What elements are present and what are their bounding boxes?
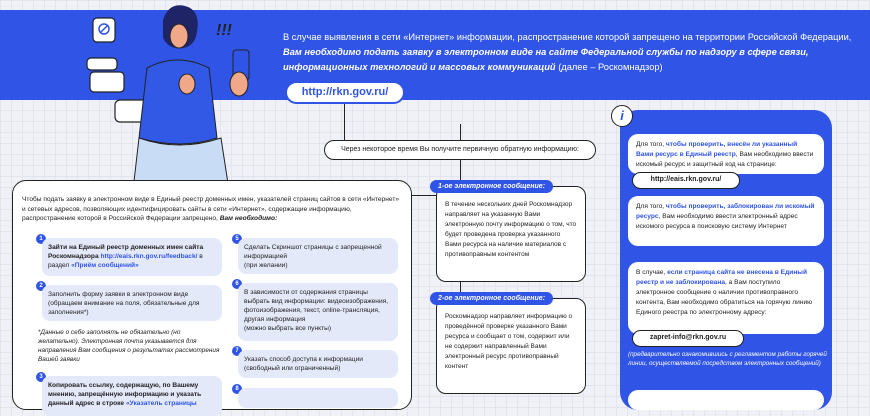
second-message-label: 2-ое электронное сообщение: bbox=[430, 292, 553, 305]
info-icon: i bbox=[611, 105, 633, 127]
hotline-email-link[interactable]: zapret-info@rkn.gov.ru bbox=[632, 330, 744, 347]
step-7: Указать способ доступа к информации (свободный или ограниченный) bbox=[238, 350, 398, 378]
connector-line bbox=[344, 104, 345, 140]
exclamation-marks: !!! bbox=[216, 22, 232, 39]
receive-messages-link[interactable]: «Приём сообщений» bbox=[71, 262, 139, 269]
connector-line bbox=[460, 160, 461, 182]
step-6: В зависимости от содержания страницы выбрать вид информации: видеоизображения, фотоизображения, текст, online-трансляция, другая информация (можно выбрать все пункты) bbox=[238, 283, 398, 341]
step-number: 2 bbox=[36, 281, 46, 291]
step-3: Копировать ссылку, содержащую, по Вашему мнению, запрещённую информацию и указать данный адрес в строке «Указатель страницы bbox=[42, 376, 222, 416]
step-number: 8 bbox=[232, 384, 242, 394]
step-number: 3 bbox=[36, 372, 46, 382]
second-message-card: Роскомнадзор направляет информацию о проведённой проверке указанного Вами ресурса и сообщает о том, содержит или не содержит направленный Вами электронный ресурс противоправный контент bbox=[436, 298, 586, 394]
banner-line-2: Вам необходимо подать заявку в электронном виде на сайте Федеральной службы по надзору в сфере связи, bbox=[283, 47, 809, 57]
hotline-footnote: (предварительно ознакомившись с регламентом работы горячей линии, осуществляемой посредством электронных сообщений) bbox=[628, 351, 827, 367]
first-message-label: 1-ое электронное сообщение: bbox=[430, 180, 553, 193]
personal-data-note: *Данные о себе заполнять не обязательно (но желательно). Электронная почта указывается для направления Вам сообщения о результатах рассмотрения Вашей заявки bbox=[38, 329, 220, 363]
first-message-card: В течение нескольких дней Роскомнадзор направляет на указанную Вами электронную почту информацию о том, что будет проведена проверка указанного Вами ресурса на наличие материалов с противоправным контентом bbox=[436, 186, 586, 282]
eais-url-link[interactable]: http://eais.rkn.gov.ru/ bbox=[632, 172, 740, 189]
step-number: 7 bbox=[232, 346, 242, 356]
banner-text bbox=[283, 30, 855, 75]
feedback-note: Через некоторое время Вы получите первичную обратную информацию: bbox=[324, 140, 596, 160]
step-number: 6 bbox=[232, 279, 242, 289]
step-1: Зайти на Единый реестр доменных имен сайта Роскомнадзора http://eais.rkn.gov.ru/feedback/ в раздел «Приём сообщений» bbox=[42, 238, 222, 276]
step-8 bbox=[238, 388, 398, 408]
banner-line-1: В случае выявления в сети «Интернет» информации, распространение которой запрещено на территории Российской Федерации, bbox=[283, 32, 852, 42]
rkn-url-link[interactable]: http://rkn.gov.ru/ bbox=[285, 81, 405, 104]
step-number: 5 bbox=[232, 234, 242, 244]
woman-illustration bbox=[75, 0, 275, 190]
step-2: Заполнить форму заявки в электронном виде (обращаем внимание на поля, обязательные для заполнения*) bbox=[42, 285, 222, 321]
eais-feedback-link[interactable]: http://eais.rkn.gov.ru/feedback/ bbox=[100, 253, 198, 260]
banner-line-3: информационных технологий и массовых коммуникаций (далее – Роскомнадзор) bbox=[283, 62, 663, 72]
step-number: 1 bbox=[36, 234, 46, 244]
step-5: Сделать Скриншот страницы с запрещенной информацией (при желании) bbox=[238, 238, 398, 274]
check-blocked-box: Для того, чтобы проверить, заблокирован ли искомый ресурс, Вам необходимо ввести электронный адрес искомого ресурса в поисковую систему Интернет bbox=[628, 196, 824, 246]
connector-line bbox=[460, 124, 461, 140]
check-registry-box: Для того, чтобы проверить, внесён ли указанный Вами ресурс в Единый реестр, Вам необходимо ввести искомый ресурс и защитный код на странице: bbox=[628, 134, 824, 174]
info-box-partial bbox=[628, 390, 824, 410]
hotline-box: В случае, если страница сайта не внесена в Единый реестр и не заблокирована, а Вам поступило электронное сообщение о наличии противоправного контента, Вам необходимо обратиться на горячую линию Единого реестра по электронному адресу: bbox=[628, 262, 824, 334]
connector-line bbox=[412, 195, 438, 196]
instructions-intro: Чтобы подать заявку в электронном виде в Единый реестр доменных имен, указателей страниц сайтов в сети «Интернет» и сетевых адресов, позволяющих идентифицировать сайты в сети «Интернет», содержащие информацию, распространение которой в Российской Федерации запрещено, Вам необходимо: bbox=[22, 196, 400, 222]
